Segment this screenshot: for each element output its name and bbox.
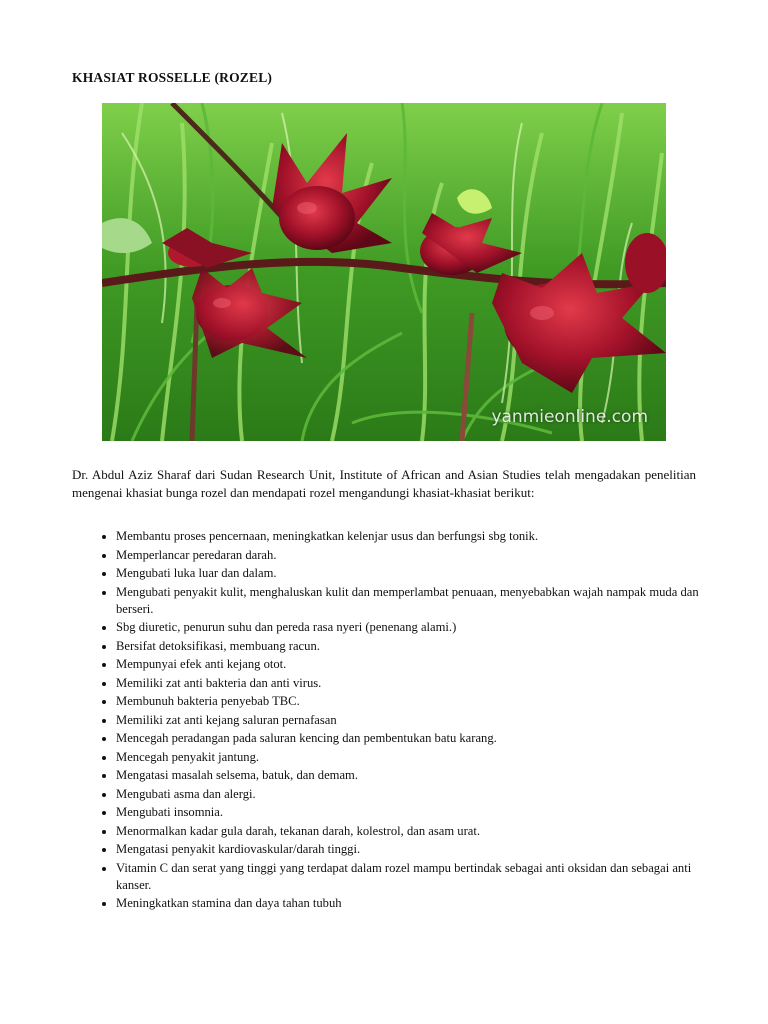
list-item: • Meningkatkan stamina dan daya tahan tubuh [116, 895, 716, 912]
list-item: • Membunuh bakteria penyebab TBC. [116, 693, 716, 710]
list-item: • Mengubati luka luar dan dalam. [116, 565, 716, 582]
list-item: • Bersifat detoksifikasi, membuang racun. [116, 638, 716, 655]
list-item: • Memiliki zat anti bakteria dan anti virus. [116, 675, 716, 692]
list-item: • Memiliki zat anti kejang saluran pernafasan [116, 712, 716, 729]
intro-paragraph: Dr. Abdul Aziz Sharaf dari Sudan Research Unit, Institute of African and Asian Studies telah mengadakan penelitian mengenai khasiat bunga rozel dan mendapati rozel mengandungi khasiat-khasiat berikut: [72, 467, 696, 500]
list-item: • Mengubati asma dan alergi. [116, 786, 716, 803]
list-item: • Vitamin C dan serat yang tinggi yang terdapat dalam rozel mampu bertindak sebagai anti oksidan dan sebagai anti kanser. [116, 860, 716, 894]
list-item: • Mengubati penyakit kulit, menghaluskan kulit dan memperlambat penuaan, menyebabkan wajah nampak muda dan berseri. [116, 584, 716, 618]
list-item: • Mengatasi penyakit kardiovaskular/darah tinggi. [116, 841, 716, 858]
list-item: • Mengatasi masalah selsema, batuk, dan demam. [116, 767, 716, 784]
list-item: • Memperlancar peredaran darah. [116, 547, 716, 564]
list-item: • Menormalkan kadar gula darah, tekanan darah, kolestrol, dan asam urat. [116, 823, 716, 840]
document-title: KHASIAT ROSSELLE (ROZEL) [72, 70, 273, 85]
list-item: • Mencegah penyakit jantung. [116, 749, 716, 766]
list-item: • Membantu proses pencernaan, meningkatkan kelenjar usus dan berfungsi sbg tonik. [116, 528, 716, 545]
rosella-photo [102, 103, 666, 441]
benefits-list [72, 528, 716, 914]
list-item: • Sbg diuretic, penurun suhu dan pereda rasa nyeri (penenang alami.) [116, 619, 716, 636]
image-watermark: yanmieonline.com [491, 407, 648, 427]
list-item: • Mencegah peradangan pada saluran kencing dan pembentukan batu karang. [116, 730, 716, 747]
list-item: • Mengubati insomnia. [116, 804, 716, 821]
list-item: • Mempunyai efek anti kejang otot. [116, 656, 716, 673]
